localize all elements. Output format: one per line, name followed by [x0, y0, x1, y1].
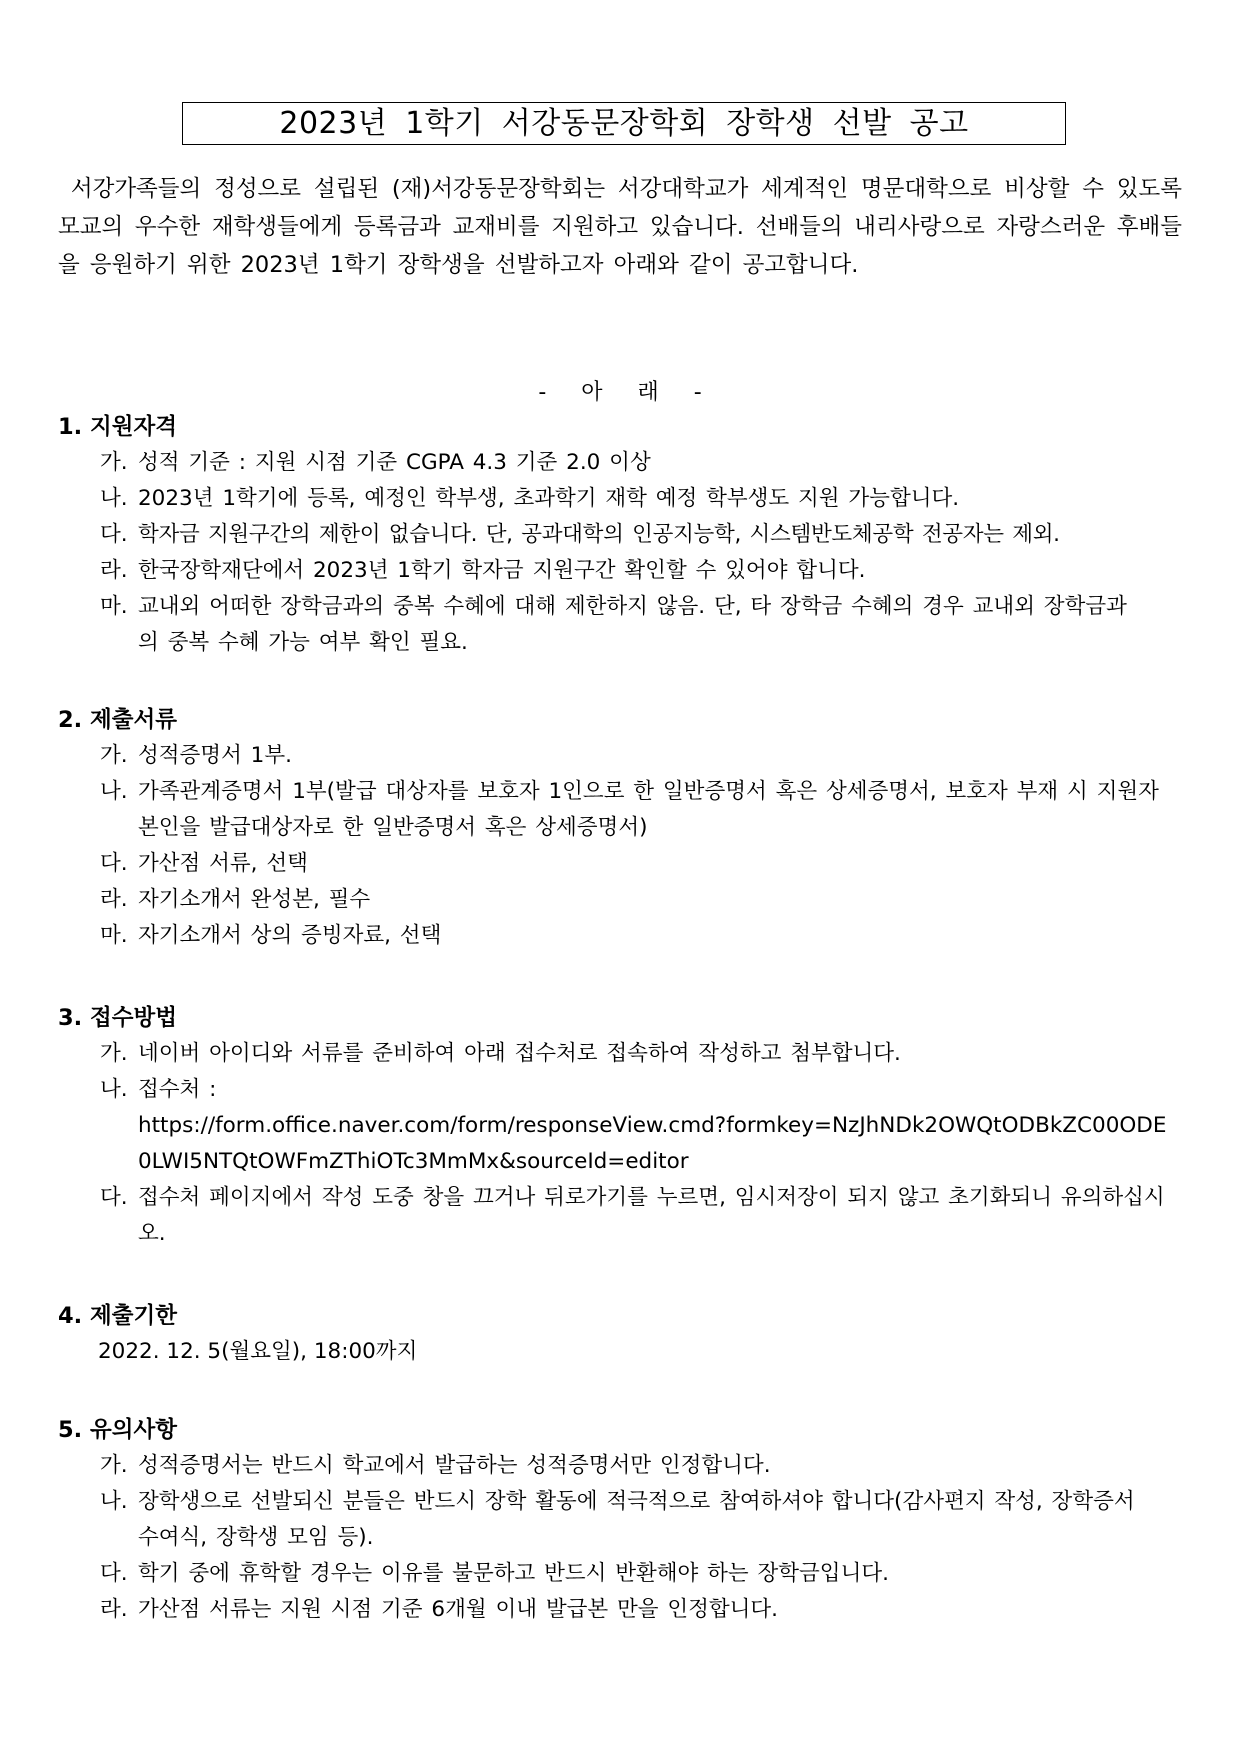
list-item — [58, 918, 1188, 954]
item-text: 성적증명서 1부. — [138, 743, 292, 768]
notice-heading: - 아 래 - — [538, 380, 702, 405]
section-submission-method — [58, 1000, 1188, 1252]
list-item — [58, 882, 1188, 918]
list-item — [58, 1448, 1188, 1484]
item-marker: 마. — [100, 594, 128, 619]
item-text: 가족관계증명서 1부(발급 대상자를 보호자 1인으로 한 일반증명서 혹은 상세증명서, 보호자 부재 시 지원자 본인을 발급대상자로 한 일반증명서 혹은 상세증명서) — [138, 779, 1159, 840]
item-text: 접수처 페이지에서 작성 도중 창을 끄거나 뒤로가기를 누르면, 임시저장이 되지 않고 초기화되니 유의하십시오. — [138, 1185, 1165, 1246]
item-text: 자기소개서 상의 증빙자료, 선택 — [138, 923, 442, 948]
item-marker: 라. — [100, 1597, 128, 1622]
item-text: 학자금 지원구간의 제한이 없습니다. 단, 공과대학의 인공지능학, 시스템반도체공학 전공자는 제외. — [138, 522, 1060, 547]
list-item — [58, 1484, 1188, 1556]
item-marker: 다. — [100, 1185, 128, 1210]
list-item — [58, 481, 1188, 517]
item-text: 가산점 서류는 지원 시점 기준 6개월 이내 발급본 만을 인정합니다. — [138, 1597, 779, 1622]
item-text: 접수처 : — [138, 1077, 217, 1102]
list-item — [58, 589, 1188, 661]
item-list — [58, 1036, 1188, 1252]
list-item — [58, 1556, 1188, 1592]
item-marker: 나. — [100, 1077, 128, 1102]
section-eligibility — [58, 409, 1188, 661]
item-marker: 라. — [100, 558, 128, 583]
item-text: 장학생으로 선발되신 분들은 반드시 장학 활동에 적극적으로 참여하셔야 합니다(감사편지 작성, 장학증서 수여식, 장학생 모임 등). — [138, 1489, 1135, 1550]
item-marker: 나. — [100, 1489, 128, 1514]
section-deadline — [58, 1298, 1188, 1370]
item-text: 2023년 1학기에 등록, 예정인 학부생, 초과학기 재학 예정 학부생도 지원 가능합니다. — [138, 486, 960, 511]
section-heading: 1. 지원자격 — [58, 414, 177, 440]
page-title: 2023년 1학기 서강동문장학회 장학생 선발 공고 — [182, 102, 1066, 145]
item-text: 성적 기준 : 지원 시점 기준 CGPA 4.3 기준 2.0 이상 — [138, 450, 651, 475]
item-list — [58, 445, 1188, 661]
item-marker: 가. — [100, 1453, 128, 1478]
list-item — [58, 1180, 1188, 1252]
item-text: 교내외 어떠한 장학금과의 중복 수혜에 대해 제한하지 않음. 단, 타 장학금 수혜의 경우 교내외 장학금과의 중복 수혜 가능 여부 확인 필요. — [138, 594, 1127, 655]
deadline-text: 2022. 12. 5(월요일), 18:00까지 — [98, 1339, 418, 1364]
list-item — [58, 1108, 1188, 1180]
item-text: 성적증명서는 반드시 학교에서 발급하는 성적증명서만 인정합니다. — [138, 1453, 771, 1478]
list-item — [58, 1072, 1188, 1108]
list-item — [58, 774, 1188, 846]
item-text: 한국장학재단에서 2023년 1학기 학자금 지원구간 확인할 수 있어야 합니다. — [138, 558, 866, 583]
section-notes — [58, 1412, 1188, 1628]
list-item — [58, 445, 1188, 481]
item-marker: 다. — [100, 1561, 128, 1586]
item-marker: 라. — [100, 887, 128, 912]
item-text: 가산점 서류, 선택 — [138, 851, 308, 876]
submission-link[interactable]: https://form.office.naver.com/form/responseView.cmd?formkey=NzJhNDk2OWQtODBkZC00ODE0LWI5NTQtOWFmZThiOTc3MmMx&sourceId=editor — [138, 1113, 1167, 1174]
list-item — [58, 738, 1188, 774]
item-marker: 다. — [100, 851, 128, 876]
item-marker: 가. — [100, 450, 128, 475]
item-marker: 마. — [100, 923, 128, 948]
section-heading: 4. 제출기한 — [58, 1303, 177, 1329]
intro-paragraph — [58, 170, 1182, 284]
item-text: 자기소개서 완성본, 필수 — [138, 887, 371, 912]
item-marker: 가. — [100, 743, 128, 768]
list-item — [58, 553, 1188, 589]
item-text: 학기 중에 휴학할 경우는 이유를 불문하고 반드시 반환해야 하는 장학금입니다. — [138, 1561, 889, 1586]
section-documents — [58, 702, 1188, 954]
list-item — [58, 517, 1188, 553]
item-marker: 나. — [100, 486, 128, 511]
item-marker: 가. — [100, 1041, 128, 1066]
list-item — [58, 1592, 1188, 1628]
item-marker: 나. — [100, 779, 128, 804]
section-heading: 3. 접수방법 — [58, 1005, 177, 1031]
intro-text: 서강가족들의 정성으로 설립된 (재)서강동문장학회는 서강대학교가 세계적인 명문대학으로 비상할 수 있도록 모교의 우수한 재학생들에게 등록금과 교재비를 지원하고 있습니다. 선배들의 내리사랑으로 자랑스러운 후배들을 응원하기 위한 2023년 1학기 장학생을 선발하고자 아래와 같이 공고합니다. — [58, 176, 1182, 278]
list-item — [58, 1036, 1188, 1072]
item-list — [58, 1448, 1188, 1628]
list-item — [58, 846, 1188, 882]
item-text: 네이버 아이디와 서류를 준비하여 아래 접수처로 접속하여 작성하고 첨부합니다. — [138, 1041, 901, 1066]
section-heading: 5. 유의사항 — [58, 1417, 177, 1443]
item-marker: 다. — [100, 522, 128, 547]
section-heading: 2. 제출서류 — [58, 707, 177, 733]
item-list — [58, 738, 1188, 954]
